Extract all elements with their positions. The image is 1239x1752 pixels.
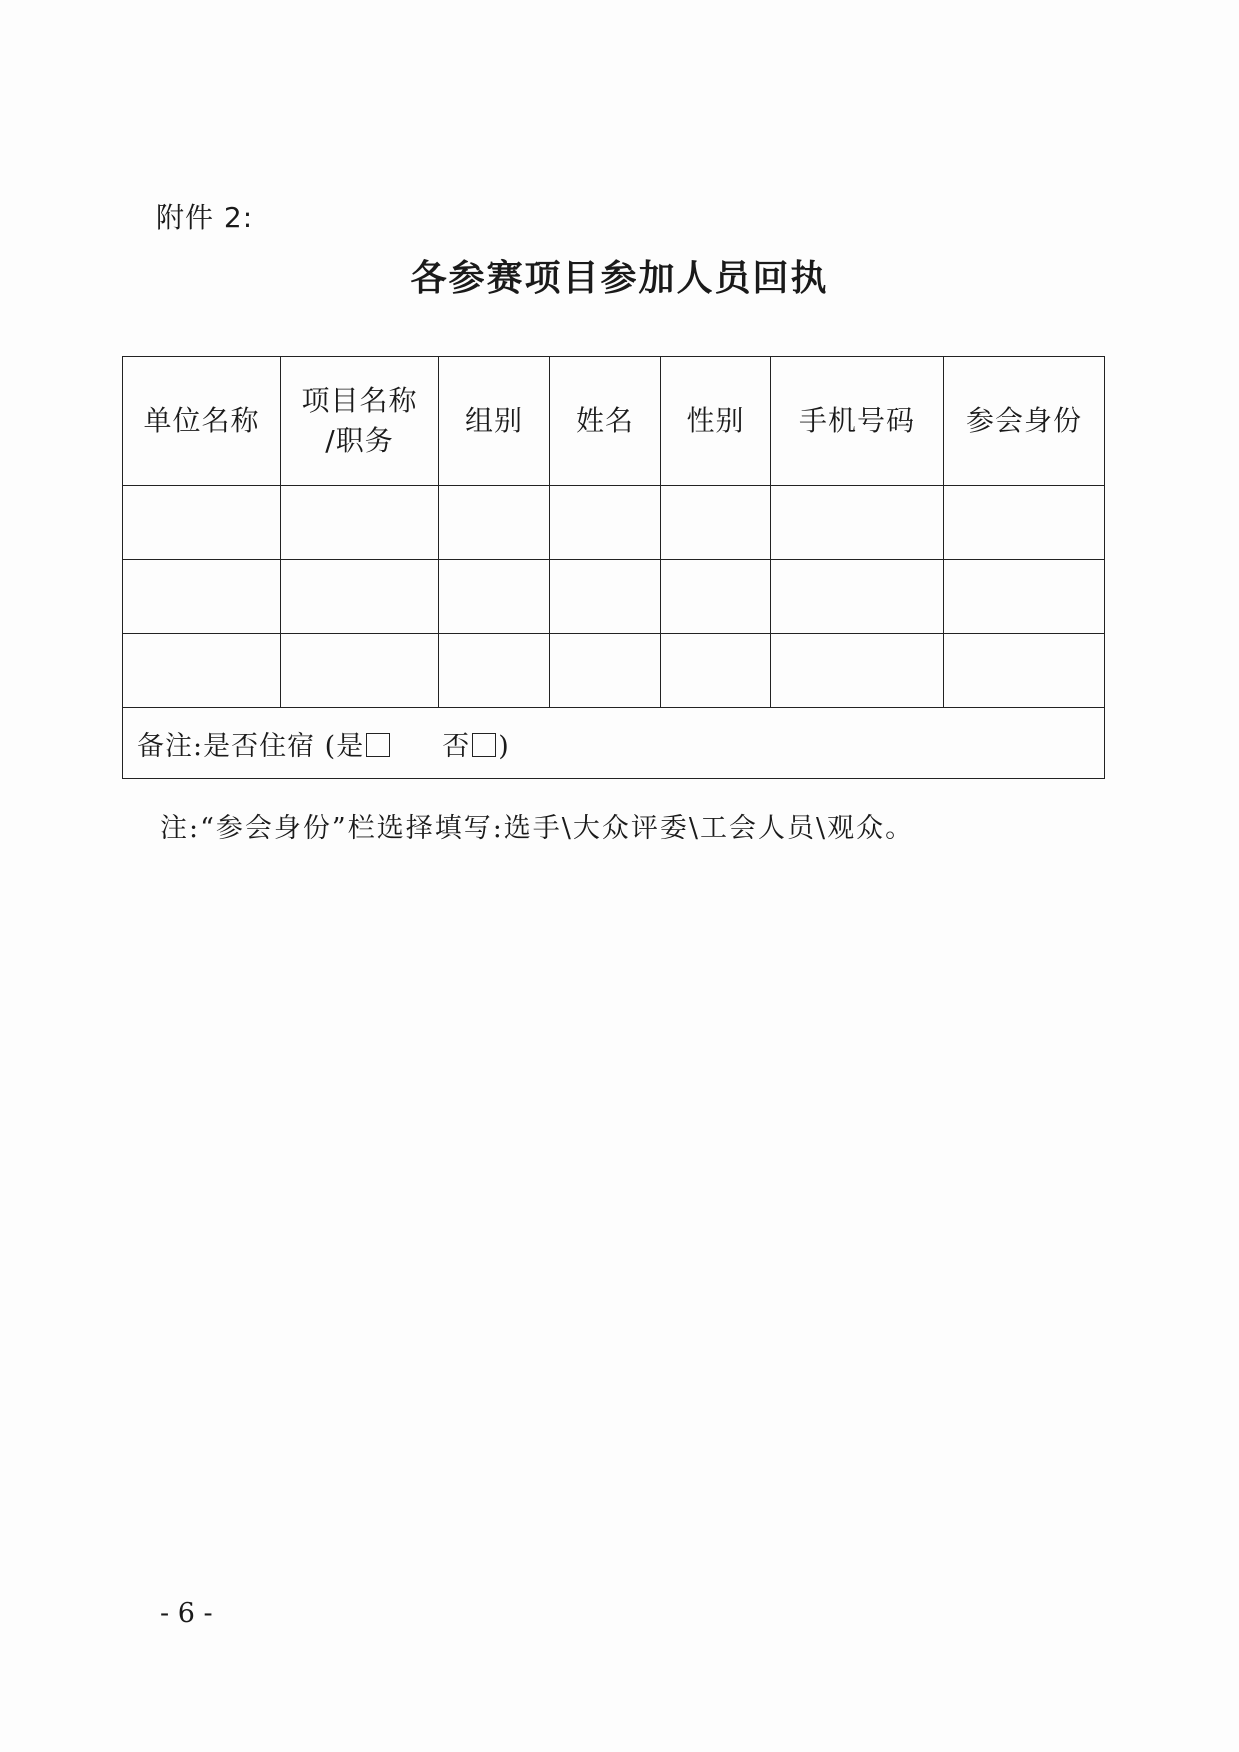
- header-project-name: 项目名称 /职务: [281, 357, 439, 486]
- receipt-table: [122, 356, 1105, 779]
- cell-phone[interactable]: [771, 634, 944, 708]
- document-title: 各参赛项目参加人员回执: [410, 257, 829, 299]
- remark-yes-label: 是: [336, 730, 365, 762]
- cell-name[interactable]: [550, 486, 661, 560]
- cell-role[interactable]: [944, 560, 1105, 634]
- header-name: 姓名: [550, 357, 661, 486]
- attachment-label: 附件 2:: [156, 201, 254, 234]
- lodging-no-checkbox[interactable]: [472, 733, 496, 757]
- header-role: 参会身份: [944, 357, 1105, 486]
- table-row: [123, 634, 1105, 708]
- cell-unit-name[interactable]: [123, 634, 281, 708]
- cell-name[interactable]: [550, 634, 661, 708]
- remark-prefix: 备注:是否住宿 (: [137, 730, 337, 762]
- remark-no-label: 否: [442, 730, 471, 762]
- remark-cell: [123, 708, 1105, 779]
- cell-project-name[interactable]: [281, 634, 439, 708]
- page-number: - 6 -: [160, 1598, 213, 1629]
- cell-gender[interactable]: [661, 560, 771, 634]
- cell-unit-name[interactable]: [123, 560, 281, 634]
- cell-group[interactable]: [439, 634, 550, 708]
- cell-group[interactable]: [439, 560, 550, 634]
- header-group: 组别: [439, 357, 550, 486]
- header-phone: 手机号码: [771, 357, 944, 486]
- cell-project-name[interactable]: [281, 560, 439, 634]
- cell-gender[interactable]: [661, 634, 771, 708]
- header-gender: 性别: [661, 357, 771, 486]
- table-row: [123, 486, 1105, 560]
- cell-name[interactable]: [550, 560, 661, 634]
- cell-unit-name[interactable]: [123, 486, 281, 560]
- header-row: [123, 357, 1105, 486]
- lodging-yes-checkbox[interactable]: [366, 733, 390, 757]
- cell-role[interactable]: [944, 634, 1105, 708]
- cell-project-name[interactable]: [281, 486, 439, 560]
- cell-gender[interactable]: [661, 486, 771, 560]
- remark-row: [123, 708, 1105, 779]
- footnote: 注:“参会身份”栏选择填写:选手\大众评委\工会人员\观众。: [160, 813, 915, 844]
- cell-role[interactable]: [944, 486, 1105, 560]
- cell-group[interactable]: [439, 486, 550, 560]
- remark-suffix: ): [498, 730, 510, 762]
- cell-phone[interactable]: [771, 486, 944, 560]
- table-row: [123, 560, 1105, 634]
- cell-phone[interactable]: [771, 560, 944, 634]
- header-unit-name: 单位名称: [123, 357, 281, 486]
